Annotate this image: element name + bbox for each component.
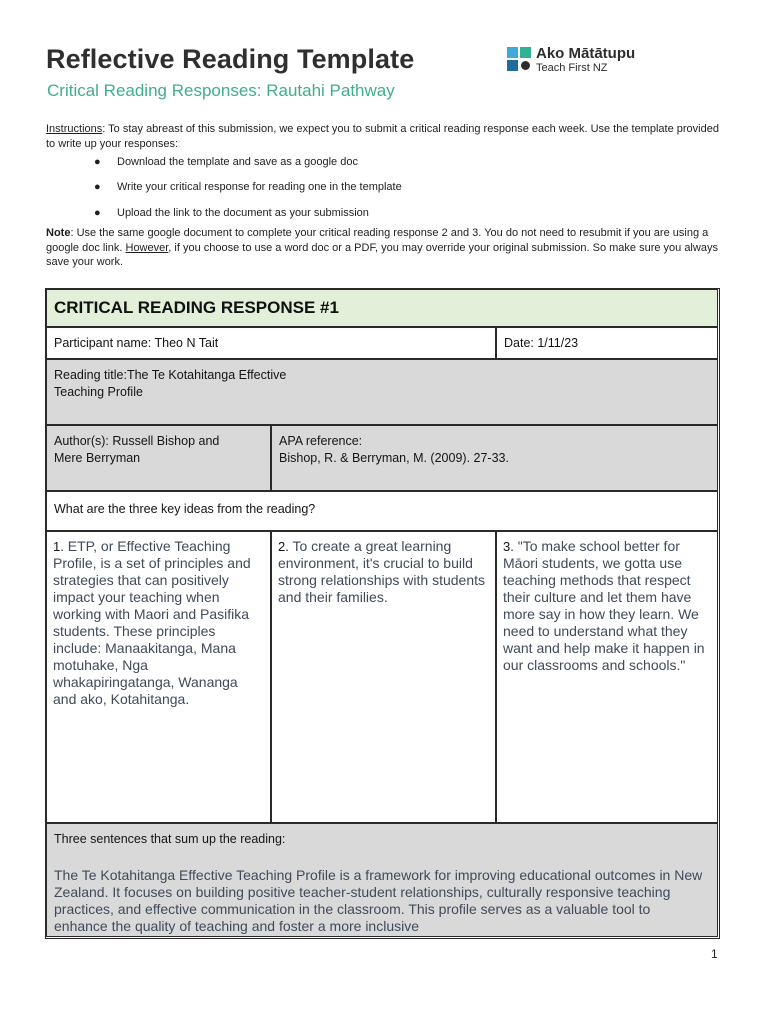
key-idea-1: 1. ETP, or Effective Teaching Profile, is a set of principles and strategies that can positively impact your teaching when working with Maori and Pasifika students. These principles include: Manaakitanga, Mana motuhake, Nga whakapiringatanga, Wananga and ako, Kotahitanga. (53, 538, 251, 707)
bullet-icon: ● (94, 156, 101, 168)
logo-tagline: Teach First NZ (536, 62, 608, 74)
instructions-label: Instructions (46, 123, 103, 135)
date-cell (496, 327, 718, 359)
key-idea-3-cell (496, 531, 718, 823)
list-item: ● Download the template and save as a google doc (94, 156, 358, 168)
bullet-icon: ● (94, 207, 101, 219)
participant-cell (46, 327, 496, 359)
response-form (45, 288, 720, 939)
note: Note: Use the same google document to complete your critical reading response 2 and 3. You do not need to resubmit if you are using a google doc link. However, if you choose to use a word doc or a PDF, you may override your original submission. So make sure you always save your work. (46, 227, 718, 268)
brand-logo (506, 45, 666, 75)
key-ideas-question: What are the three key ideas from the reading? (54, 502, 316, 516)
note-underlined: However (125, 241, 169, 254)
key-idea-2-cell (271, 531, 496, 823)
key-ideas-question-cell (46, 491, 718, 531)
authors: Author(s): Russell Bishop and Mere Berryman (54, 434, 220, 465)
participant-name: Participant name: Theo N Tait (54, 336, 219, 350)
logo-mark-icon (506, 46, 532, 72)
page-number: 1 (711, 947, 718, 961)
authors-cell (46, 425, 271, 491)
apa-reference: APA reference: Bishop, R. & Berryman, M. (2009). 27-33. (279, 434, 509, 465)
summary-label: Three sentences that sum up the reading: (54, 832, 286, 846)
page-title: Reflective Reading Template (46, 44, 415, 74)
reading-title: Reading title:The Te Kotahitanga Effective Teaching Profile (54, 368, 287, 399)
date-value: Date: 1/11/23 (504, 336, 579, 350)
form-heading-row (46, 289, 718, 327)
bullet-icon: ● (94, 181, 101, 193)
summary-text: The Te Kotahitanga Effective Teaching Profile is a framework for improving educational outcomes in New Zealand. It focuses on building positive teacher-student relationships, culturally responsive teaching practices, and effective communication in the classroom. This profile serves as a valuable tool to enhance the quality of teaching and foster a more inclusive (54, 867, 703, 934)
apa-reference-cell (271, 425, 718, 491)
key-idea-3: 3. "To make school better for Māori students, we gotta use teaching methods that respect their culture and let them have more say in how they learn. We need to understand what they want and help make it happen in our classrooms and schools." (503, 538, 705, 673)
list-item: ● Write your critical response for reading one in the template (94, 181, 402, 193)
instructions-text: : To stay abreast of this submission, we expect you to submit a critical reading response each week. Use the template provided to write up your responses: (46, 123, 719, 150)
key-idea-2: 2. To create a great learning environment, it's crucial to build strong relationships with students and their families. (278, 538, 485, 605)
list-item: ● Upload the link to the document as your submission (94, 207, 369, 219)
page-subtitle: Critical Reading Responses: Rautahi Pathway (47, 81, 395, 100)
summary-cell (46, 823, 718, 937)
form-heading: CRITICAL READING RESPONSE #1 (54, 298, 339, 317)
instructions (46, 122, 726, 151)
reading-title-cell (46, 359, 718, 425)
key-idea-1-cell (46, 531, 271, 823)
note-label: Note (46, 227, 71, 239)
logo-name: Ako Mātātupu (536, 45, 636, 62)
